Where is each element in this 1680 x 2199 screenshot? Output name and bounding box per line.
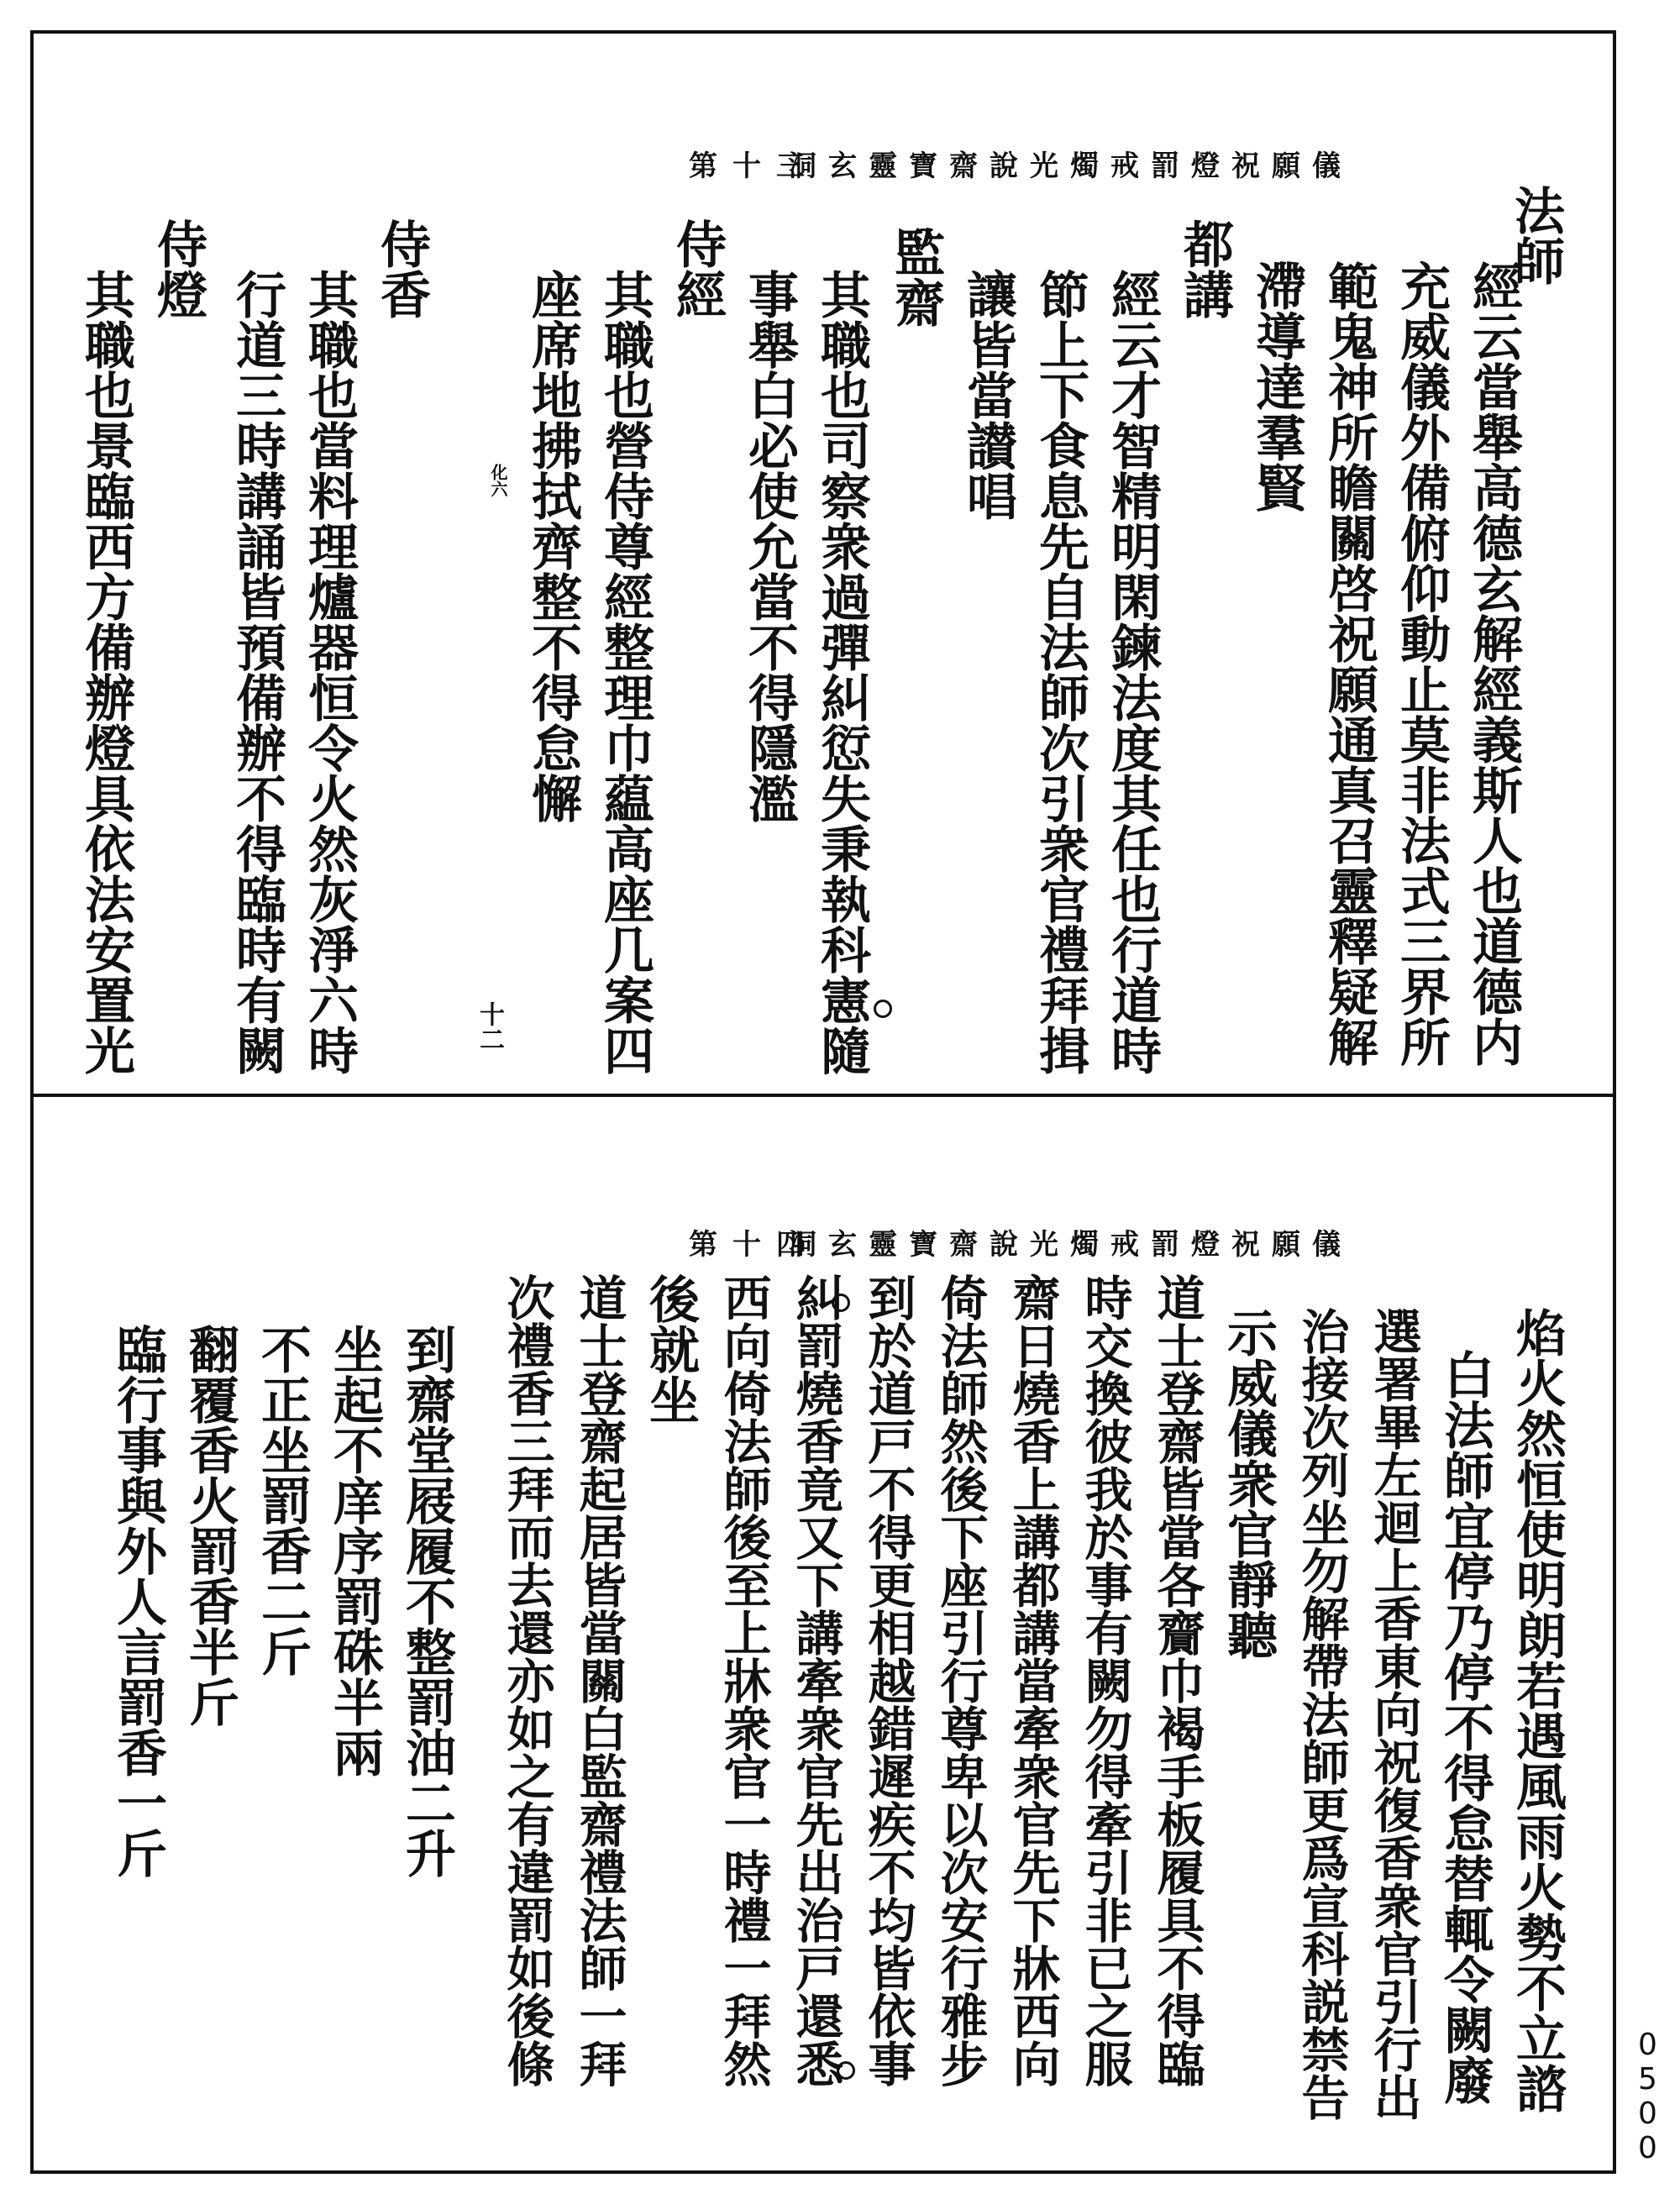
- penalty-item: 不正坐罰香二斤: [253, 1324, 312, 1677]
- text-column: 其職也當料理爐器恒令火然灰淨六時: [300, 269, 359, 1075]
- text-column: 西向倚法師後至上牀衆官一時禮一拜然: [716, 1273, 772, 2087]
- text-column: 事舉白必使允當不得隱濫: [740, 269, 799, 823]
- text-column: 其職也司察衆過彈糾愆失秉執科憲隨: [812, 269, 871, 1075]
- text-column: 倚法師然後下座引行尊卑以次安行雅步: [932, 1273, 989, 2087]
- text-column: 讓皆當讃唱: [958, 269, 1017, 521]
- text-column: 充威儀外備俯仰動止莫非法式三界所: [1392, 260, 1451, 1067]
- text-column: 白法師宜停乃停不得怠替輒令闕廢: [1436, 1349, 1494, 2105]
- circle-mark: [874, 1000, 892, 1018]
- small-note: 化六: [488, 464, 508, 497]
- text-column: 齋日燒香上講都講當牽衆官先下牀西向: [1005, 1273, 1061, 2087]
- text-column: 行道三時講誦皆預備辦不得臨時有闕: [228, 269, 286, 1075]
- heading-dujiang: 都講: [1175, 218, 1234, 319]
- penalty-item: 臨行事與外人言罰香一斤: [108, 1324, 167, 1878]
- text-column: 道士登齋起居皆當關白監齋禮法師一拜: [571, 1273, 627, 2087]
- bottom-header-page: 第十四: [689, 1228, 820, 1262]
- heading-jianzhai: 監齋: [886, 227, 945, 328]
- text-column: 節上下食息先自法師次引衆官禮拜揖: [1031, 269, 1089, 1075]
- penalty-item: 坐起不庠序罰硃半兩: [325, 1324, 384, 1777]
- text-column: 滯導達羣賢: [1247, 260, 1306, 512]
- circle-mark: [837, 2061, 855, 2080]
- text-column: 時交換彼我於事有闕勿得牽引非已之服: [1077, 1273, 1133, 2087]
- text-column: 座席地拂拭齊整不得怠懈: [523, 269, 582, 823]
- text-column: 焰火然恒使明朗若遇風雨火勢不立諮: [1508, 1307, 1567, 2113]
- text-column: 次禮香三拜而去還亦如之有違罰如後條: [499, 1273, 555, 2087]
- top-header-page: 第十三: [689, 150, 820, 183]
- heading-shijing: 侍經: [668, 218, 727, 319]
- bottom-header-title: 洞玄靈寶齋說光燭戒罰燈祝願儀: [788, 1228, 1352, 1262]
- text-column: 其職也景臨西方備辦燈具依法安置光: [76, 269, 135, 1075]
- text-column: 經云才智精明閑鍊法度其任也行道時: [1103, 269, 1162, 1075]
- text-column: 示威儀衆官靜聽: [1219, 1307, 1278, 1660]
- heading-shixiang: 侍香: [372, 218, 431, 319]
- text-column: 糾罰燒香竟又下講牽衆官先出治戸還悉: [788, 1273, 844, 2087]
- text-column: 其職也營侍尊經整理巾藴高座几案四: [596, 269, 654, 1075]
- heading-fashi: 法師: [1506, 185, 1565, 286]
- penalty-item: 到齋堂屐履不整罰油二升: [397, 1324, 456, 1878]
- text-column: 到於道戸不得更相越錯遲疾不均皆依事: [860, 1273, 916, 2087]
- text-column: 範鬼神所瞻關啓祝願通真召靈釋疑解: [1320, 260, 1378, 1067]
- text-column: 後就坐: [641, 1273, 700, 1425]
- text-column: 經云當舉高德玄解經義斯人也道德内: [1464, 260, 1523, 1067]
- penalty-item: 翻覆香火罰香半斤: [181, 1324, 239, 1727]
- small-number: 十二: [475, 1001, 504, 1052]
- text-column: 道士登齋皆當各齎巾褐手板履具不得臨: [1149, 1273, 1205, 2087]
- top-header-title: 洞玄靈寶齋說光燭戒罰燈祝願儀: [788, 150, 1352, 183]
- top-panel: [34, 34, 1613, 1092]
- text-column: 選署畢左迴上香東向祝復香衆官引行出: [1366, 1307, 1422, 2121]
- text-column: 治接次列坐勿解帶法師更爲宣科説禁告: [1294, 1307, 1350, 2121]
- heading-shideng: 侍燈: [149, 218, 207, 319]
- bottom-panel: [34, 1097, 1613, 2170]
- margin-page-number: 0500: [1630, 2028, 1665, 2165]
